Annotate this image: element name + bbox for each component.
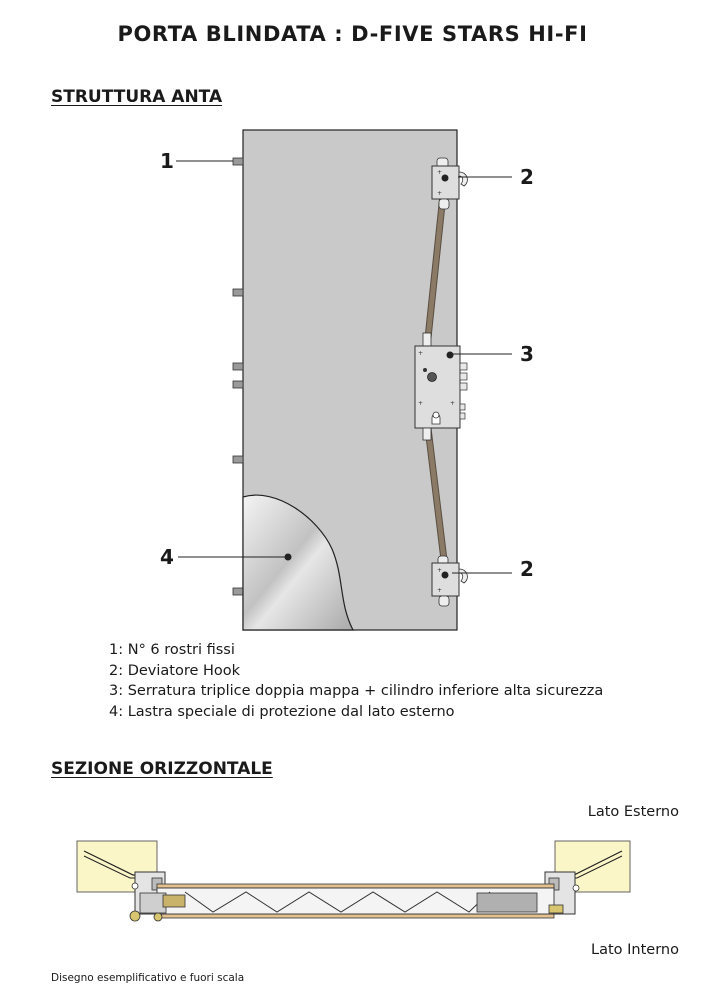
footnote: Disegno esemplificativo e fuori scala xyxy=(51,972,245,984)
callout-1: 1 xyxy=(160,149,174,173)
svg-text:+: + xyxy=(418,350,424,357)
fixed-bolt xyxy=(233,289,243,296)
callout-2-bottom: 2 xyxy=(520,557,534,581)
legend-item-3: 3: Serratura triplice doppia mappa + cilindro inferiore alta sicurezza xyxy=(109,683,604,699)
triple-lock xyxy=(415,333,467,440)
section-heading-door-structure: STRUTTURA ANTA xyxy=(51,87,223,107)
fixed-bolt xyxy=(233,363,243,370)
horizontal-section xyxy=(77,841,630,921)
svg-text:+: + xyxy=(450,400,456,407)
callout-2-top: 2 xyxy=(520,165,534,189)
callout-3: 3 xyxy=(520,342,534,366)
section-heading-horizontal-section: SEZIONE ORIZZONTALE xyxy=(51,759,273,779)
fixed-bolt xyxy=(233,158,243,165)
svg-text:+: + xyxy=(437,190,443,197)
label-lato-interno: Lato Interno xyxy=(591,942,679,958)
fixed-bolt xyxy=(233,588,243,595)
svg-text:+: + xyxy=(437,169,443,176)
fixed-bolt xyxy=(233,456,243,463)
legend-item-2: 2: Deviatore Hook xyxy=(109,662,241,679)
legend-item-1: 1: N° 6 rostri fissi xyxy=(109,642,235,658)
fixed-bolts xyxy=(233,158,243,595)
svg-text:+: + xyxy=(418,400,424,407)
legend-item-4: 4: Lastra speciale di protezione dal lato esterno xyxy=(109,703,455,720)
callout-4: 4 xyxy=(160,545,174,569)
svg-text:+: + xyxy=(437,587,443,594)
page-title: PORTA BLINDATA : D-FIVE STARS HI-FI xyxy=(117,22,588,46)
svg-text:+: + xyxy=(437,567,443,574)
label-lato-esterno: Lato Esterno xyxy=(587,804,679,820)
legend xyxy=(109,640,603,722)
fixed-bolt xyxy=(233,381,243,388)
